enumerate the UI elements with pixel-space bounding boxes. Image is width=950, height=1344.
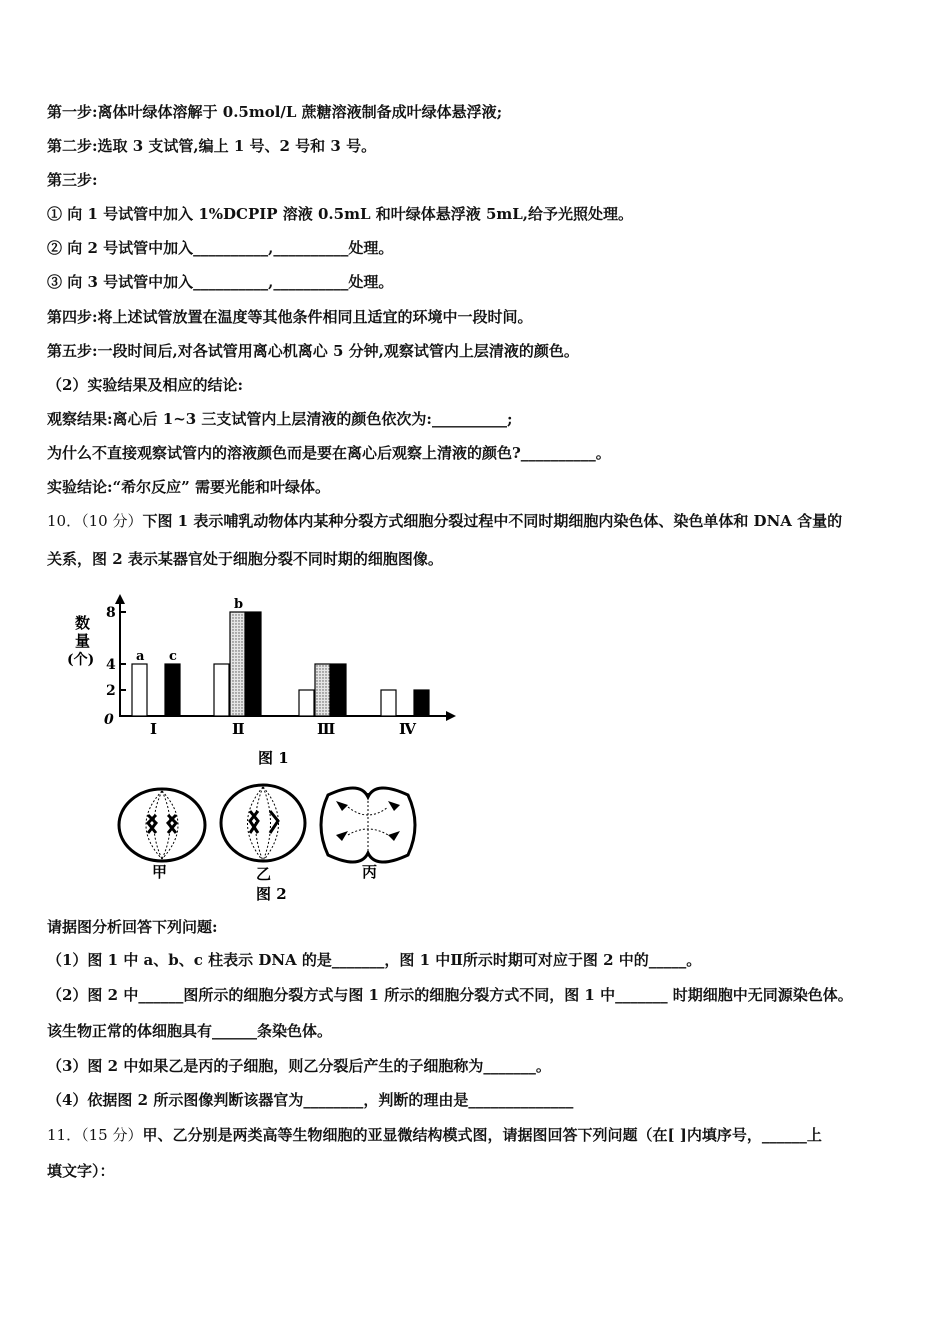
question-10-line2: 关系，图 2 表示某器官处于细胞分裂不同时期的细胞图像。 [47, 550, 443, 568]
line-observation: 观察结果:离心后 1~3 三支试管内上层清液的颜色依次为:__________; [47, 410, 513, 428]
line-step3-2: ② 向 2 号试管中加入__________,__________处理。 [47, 239, 394, 257]
cell-label-bing: 丙 [362, 863, 378, 881]
cell-jia [119, 789, 205, 861]
line-q10-4: （4）依据图 2 所示图像判断该器官为________，判断的理由是______________ [47, 1091, 574, 1109]
line-conclusion: 实验结论:“希尔反应” 需要光能和叶绿体。 [47, 478, 331, 496]
y-tick-label-2: 2 [106, 683, 116, 699]
cell-yi [221, 785, 305, 861]
bar-label-a: a [136, 649, 145, 664]
question-11-line1 [47, 1125, 822, 1145]
bar-a-1 [132, 664, 147, 716]
y-tick-label-0: 0 [104, 712, 114, 728]
figure-1-chart [67, 590, 470, 770]
question-11-line2: 填文字）： [47, 1162, 115, 1180]
y-label-line2: 量 [75, 632, 91, 650]
line-step2: 第二步:选取 3 支试管,编上 1 号、2 号和 3 号。 [47, 137, 377, 155]
y-tick-label-4: 4 [106, 657, 116, 673]
line-result-title: （2）实验结果及相应的结论: [47, 376, 243, 394]
figure-1-caption: 图 1 [258, 749, 289, 767]
bar-a-3 [299, 690, 314, 716]
y-label-line3: (个) [67, 652, 95, 668]
x-tick-label-2: Ⅱ [232, 720, 245, 738]
line-step4: 第四步:将上述试管放置在温度等其他条件相同且适宜的环境中一段时间。 [47, 308, 533, 326]
line-step1: 第一步:离体叶绿体溶解于 0.5mol/L 蔗糖溶液制备成叶绿体悬浮液; [47, 103, 503, 121]
line-q10-3: （3）图 2 中如果乙是丙的子细胞，则乙分裂后产生的子细胞称为_______。 [47, 1057, 551, 1075]
y-axis-arrow [115, 594, 125, 604]
bar-c-4 [414, 690, 429, 716]
line-step5: 第五步:一段时间后,对各试管用离心机离心 5 分钟,观察试管内上层清液的颜色。 [47, 342, 579, 360]
bar-c-2 [246, 612, 261, 716]
line-q10-2b: 该生物正常的体细胞具有______条染色体。 [47, 1022, 333, 1040]
bar-b-3 [315, 664, 330, 716]
bar-label-c: c [169, 649, 177, 664]
line-step3: 第三步: [47, 171, 98, 189]
bar-c-1 [165, 664, 180, 716]
x-tick-label-1: Ⅰ [150, 720, 158, 738]
bar-c-3 [331, 664, 346, 716]
x-tick-label-3: Ⅲ [317, 720, 336, 738]
line-q10-2: （2）图 2 中______图所示的细胞分裂方式与图 1 所示的细胞分裂方式不同，图 1 中_______ 时期细胞中无同源染色体。 [47, 986, 853, 1004]
question-10-line1 [47, 511, 842, 531]
bar-a-2 [214, 664, 229, 716]
bar-b-2 [230, 612, 245, 716]
line-why: 为什么不直接观察试管内的溶液颜色而是要在离心后观察上清液的颜色?__________。 [47, 444, 611, 462]
question-11-text: 甲、乙分别是两类高等生物细胞的亚显微结构模式图，请据图回答下列问题（在[ ]内填序号，______上 [142, 1126, 822, 1144]
line-q10-1: （1）图 1 中 a、b、c 柱表示 DNA 的是_______，图 1 中Ⅱ所示时期可对应于图 2 中的_____。 [47, 951, 702, 969]
cell-label-yi: 乙 [256, 865, 272, 883]
question-10-number: 10．（10 分） [47, 512, 143, 530]
cell-bing [321, 788, 415, 862]
figure-2-cells [110, 775, 430, 905]
bar-label-b: b [234, 597, 244, 612]
x-tick-label-4: Ⅳ [399, 720, 417, 738]
line-step3-1: ① 向 1 号试管中加入 1%DCPIP 溶液 0.5mL 和叶绿体悬浮液 5mL,给予光照处理。 [47, 205, 634, 223]
line-analysis-intro: 请据图分析回答下列问题: [47, 918, 218, 936]
line-step3-3: ③ 向 3 号试管中加入__________,__________处理。 [47, 273, 394, 291]
bar-a-4 [381, 690, 396, 716]
y-label-line1: 数 [75, 614, 91, 632]
question-10-text: 下图 1 表示哺乳动物体内某种分裂方式细胞分裂过程中不同时期细胞内染色体、染色单体和 DNA 含量的 [142, 512, 843, 530]
y-tick-label-8: 8 [106, 605, 116, 621]
question-11-number: 11．（15 分） [47, 1126, 143, 1144]
figure-2-caption: 图 2 [256, 885, 287, 903]
x-axis-arrow [446, 711, 456, 721]
cell-label-jia: 甲 [152, 863, 168, 881]
